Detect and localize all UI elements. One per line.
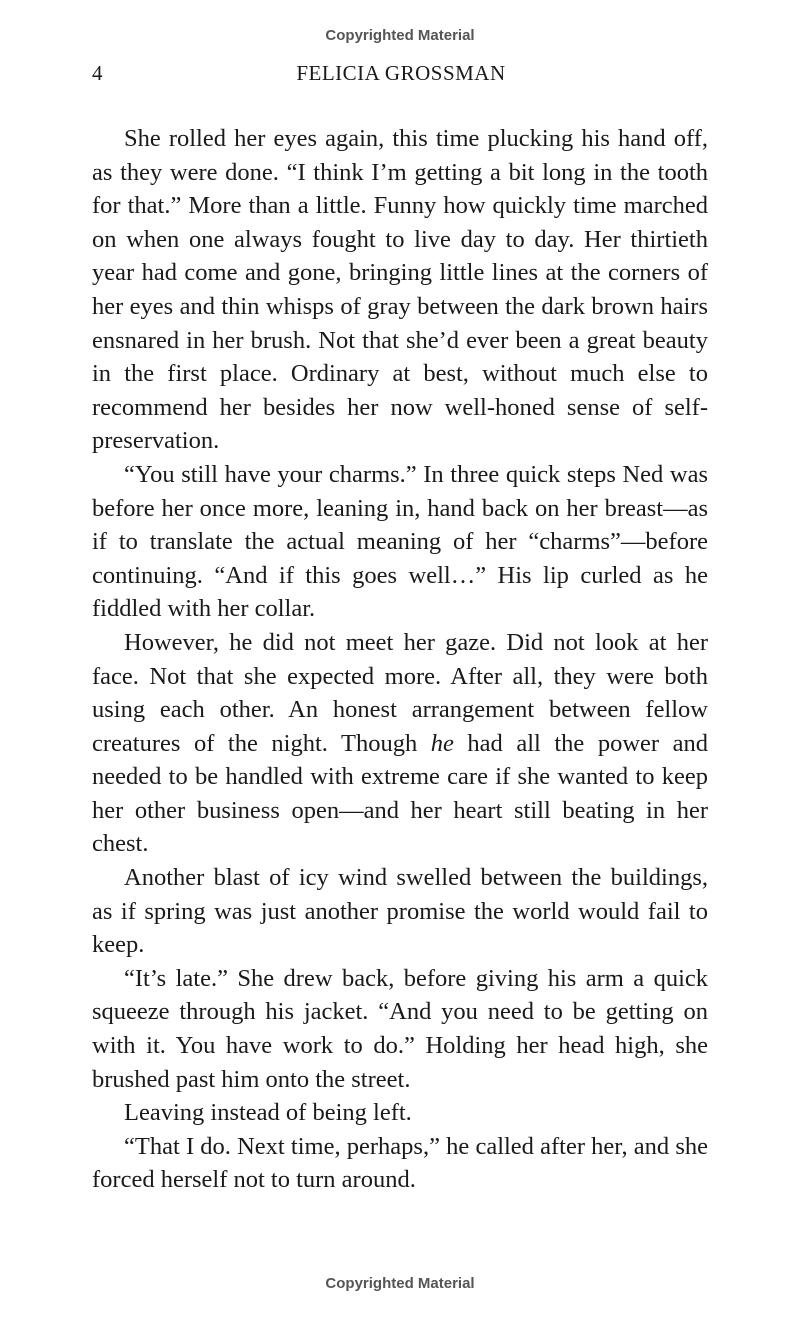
body-text <box>92 122 708 1197</box>
paragraph: “That I do. Next time, perhaps,” he called after her, and she forced herself not to turn around. <box>92 1132 708 1194</box>
paragraph <box>92 626 708 861</box>
copyright-watermark-top: Copyrighted Material <box>325 27 475 44</box>
paragraph: She rolled her eyes again, this time plucking his hand off, as they were done. “I think I’m getting a bit long in the tooth for that.” More than a little. Funny how quickly time marched on when one always fought to live day to day. Her thirtieth year had come and gone, bringing little lines at the corners of her eyes and thin whisps of gray between the dark brown hairs ensnared in her brush. Not that she’d ever been a great beauty in the first place. Ordinary at best, without much else to recommend her besides her now well-honed sense of self-preservation. <box>92 125 708 455</box>
paragraph: Another blast of icy wind swelled between the buildings, as if spring was just another promise the world would fail to keep. <box>92 864 708 959</box>
page-number: 4 <box>92 61 103 85</box>
copyright-watermark-bottom: Copyrighted Material <box>325 1275 475 1292</box>
paragraph-text: had all the power and needed to be handled with extreme care if she wanted to keep her other business open—and her heart still beating in her chest. <box>92 729 708 858</box>
paragraph: “It’s late.” She drew back, before giving his arm a quick squeeze through his jacket. “And you need to be getting on with it. You have work to do.” Holding her head high, she brushed past him onto the street. <box>92 964 708 1093</box>
paragraph: “You still have your charms.” In three quick steps Ned was before her once more, leaning in, hand back on her breast—as if to translate the actual meaning of her “charms”—before continuing. “And if this goes well…” His lip curled as he fiddled with her collar. <box>92 460 708 623</box>
paragraph: Leaving instead of being left. <box>124 1099 412 1127</box>
running-head <box>92 58 710 88</box>
author-name: FELICIA GROSSMAN <box>296 61 506 85</box>
paragraph-text: However, he did not meet her gaze. Did not look at her face. Not that she expected more. After all, they were both using each other. An honest arrangement between fellow creatures of the night. Though <box>92 628 708 757</box>
emphasis-text: he <box>430 729 454 757</box>
